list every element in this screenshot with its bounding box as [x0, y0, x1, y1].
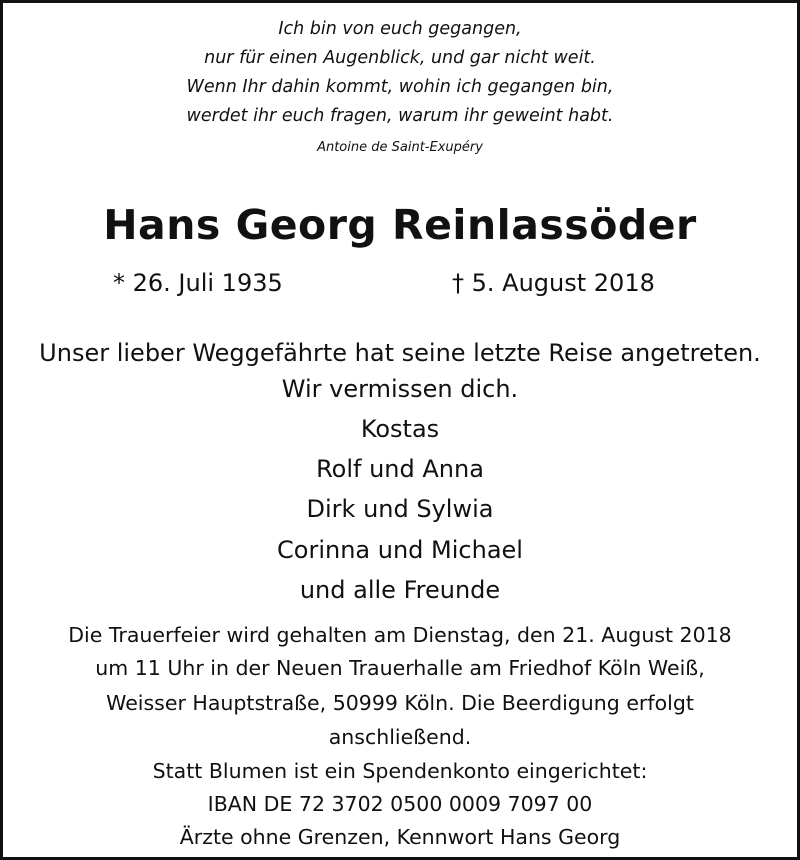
poem-line: Wenn Ihr dahin kommt, wohin ich gegangen bin, [186, 77, 614, 97]
donation-line: Statt Blumen ist ein Spendenkonto eingerichtet: [152, 759, 648, 783]
life-dates [3, 269, 797, 305]
service-line: Die Trauerfeier wird gehalten am Dienstag, den 21. August 2018 [68, 623, 732, 647]
poem-line: nur für einen Augenblick, und gar nicht weit. [204, 48, 596, 68]
death-date: † 5. August 2018 [452, 269, 655, 297]
mourner-name: Rolf und Anna [316, 455, 484, 483]
service-line: um 11 Uhr in der Neuen Trauerhalle am Friedhof Köln Weiß, [95, 656, 705, 680]
birth-date: * 26. Juli 1935 [113, 269, 283, 297]
message-line: Unser lieber Weggefährte hat seine letzte Reise angetreten. [39, 339, 761, 367]
mourner-name: und alle Freunde [299, 576, 501, 604]
mourner-name: Kostas [360, 415, 440, 443]
donation-iban: IBAN DE 72 3702 0500 0009 7097 00 [207, 792, 593, 816]
service-line: anschließend. [328, 725, 472, 749]
mourner-name: Dirk und Sylwia [306, 495, 494, 523]
service-line: Weisser Hauptstraße, 50999 Köln. Die Beerdigung erfolgt [106, 691, 694, 715]
deceased-name: Hans Georg Reinlassöder [103, 201, 697, 249]
poem-line: Ich bin von euch gegangen, [278, 19, 522, 39]
poem-line: werdet ihr euch fragen, warum ihr geweint habt. [186, 106, 614, 126]
mourner-name: Corinna und Michael [277, 536, 523, 564]
donation-line: Ärzte ohne Grenzen, Kennwort Hans Georg [179, 825, 621, 849]
message-line: Wir vermissen dich. [281, 375, 519, 403]
poem-author: Antoine de Saint-Exupéry [317, 140, 483, 155]
